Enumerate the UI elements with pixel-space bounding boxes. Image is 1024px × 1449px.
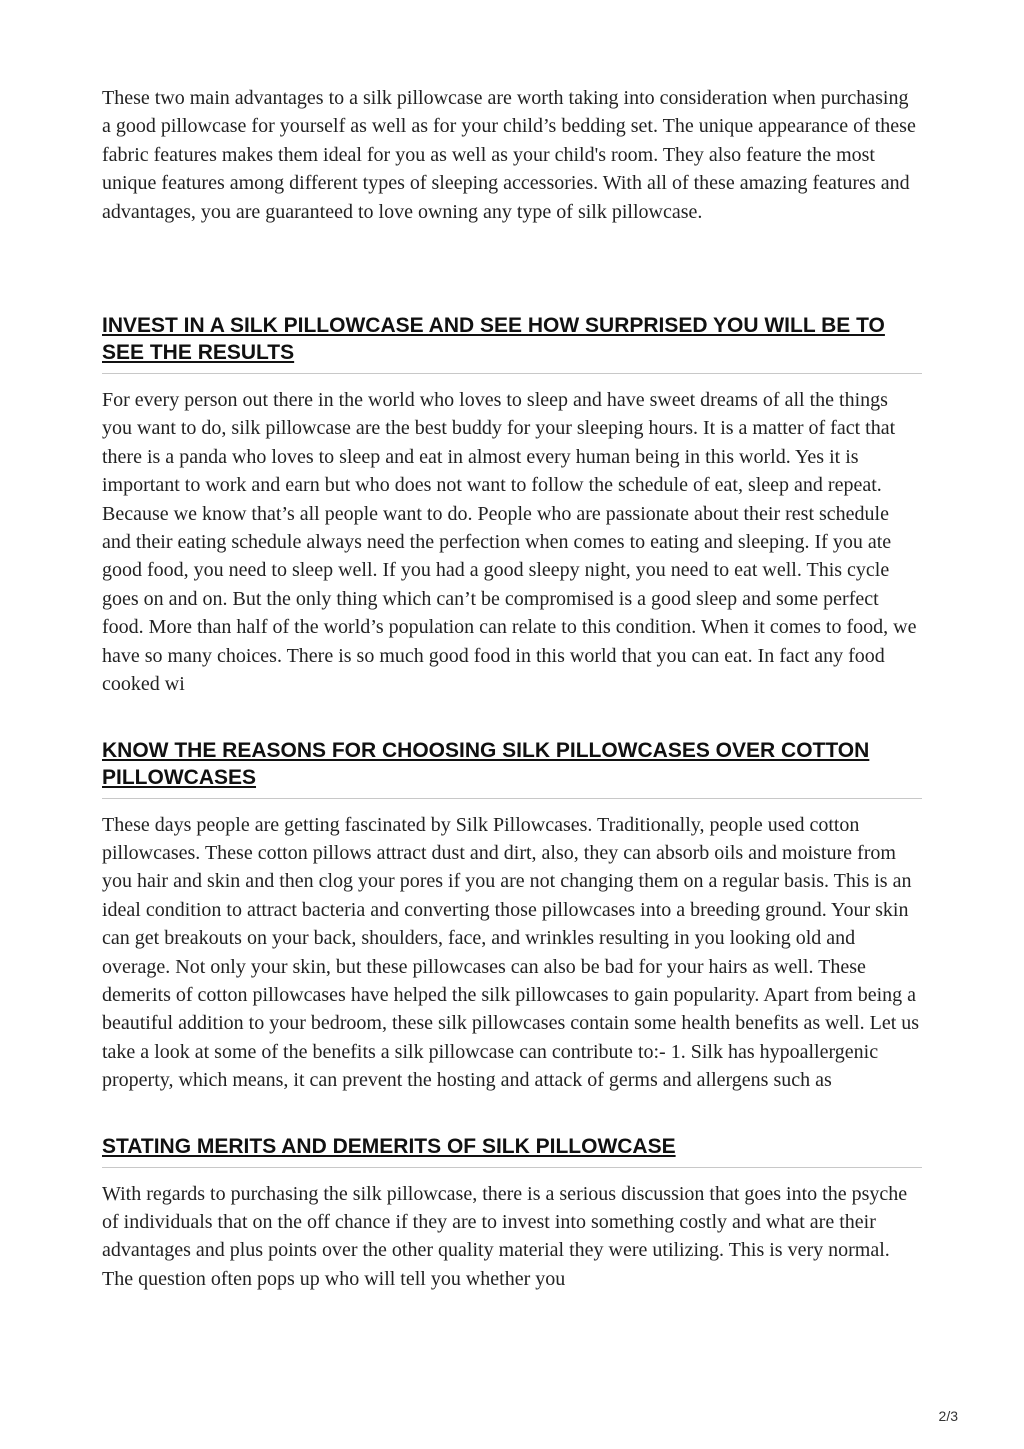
- invest-paragraph: For every person out there in the world who loves to sleep and have sweet dreams of all the things you want to do, silk pillowcase are the best buddy for your sleeping hours. It is a matter of fact that there is a panda who loves to sleep and eat in almost every human being in this world. Yes it is important to work and earn but who does not want to follow the schedule of eat, sleep and repeat. Because we know that’s all people want to do. People who are passionate about their rest schedule and their eating schedule always need the perfection when comes to eating and sleeping. If you ate good food, you need to sleep well. If you had a good sleepy night, you need to eat well. This cycle goes on and on. But the only thing which can’t be compromised is a good sleep and some perfect food. More than half of the world’s population can relate to this condition. When it comes to food, we have so many choices. There is so much good food in this world that you can eat. In fact any food cooked wi: [102, 389, 917, 696]
- invest-heading: INVEST IN A SILK PILLOWCASE AND SEE HOW SURPRISED YOU WILL BE TO SEE THE RESULTS: [102, 312, 922, 374]
- intro-section: [102, 84, 922, 226]
- invest-section: [102, 312, 922, 698]
- document-page: [102, 72, 922, 1293]
- merits-paragraph: With regards to purchasing the silk pillowcase, there is a serious discussion that goes into the psyche of individuals that on the off chance if they are to invest into something costly and what are their advantages and plus points over the other quality material they were utilizing. This is very normal. The question often pops up who will tell you whether you: [102, 1182, 908, 1290]
- merits-section: [102, 1133, 922, 1294]
- merits-heading: STATING MERITS AND DEMERITS OF SILK PILLOWCASE: [102, 1133, 922, 1168]
- intro-paragraph: These two main advantages to a silk pillowcase are worth taking into consideration when purchasing a good pillowcase for yourself as well as for your child’s bedding set. The unique appearance of these fabric features makes them ideal for you as well as your child's room. They also feature the most unique features among different types of sleeping accessories. With all of these amazing features and advantages, you are guaranteed to love owning any type of silk pillowcase.: [102, 87, 916, 223]
- page-number: 2/3: [938, 1408, 958, 1424]
- reasons-paragraph: These days people are getting fascinated by Silk Pillowcases. Traditionally, people used cotton pillowcases. These cotton pillows attract dust and dirt, also, they can absorb oils and moisture from you hair and skin and then clog your pores if you are not changing them on a regular basis. This is an ideal condition to attract bacteria and converting those pillowcases into a breeding ground. Your skin can get breakouts on your back, shoulders, face, and wrinkles resulting in you looking old and overage. Not only your skin, but these pillowcases can also be bad for your hairs as well. These demerits of cotton pillowcases have helped the silk pillowcases to gain popularity. Apart from being a beautiful addition to your bedroom, these silk pillowcases contain some health benefits as well. Let us take a look at some of the benefits a silk pillowcase can contribute to:- 1. Silk has hypoallergenic property, which means, it can prevent the hosting and attack of germs and allergens such as: [102, 813, 920, 1092]
- reasons-section: [102, 737, 922, 1095]
- reasons-heading: KNOW THE REASONS FOR CHOOSING SILK PILLOWCASES OVER COTTON PILLOWCASES: [102, 737, 922, 799]
